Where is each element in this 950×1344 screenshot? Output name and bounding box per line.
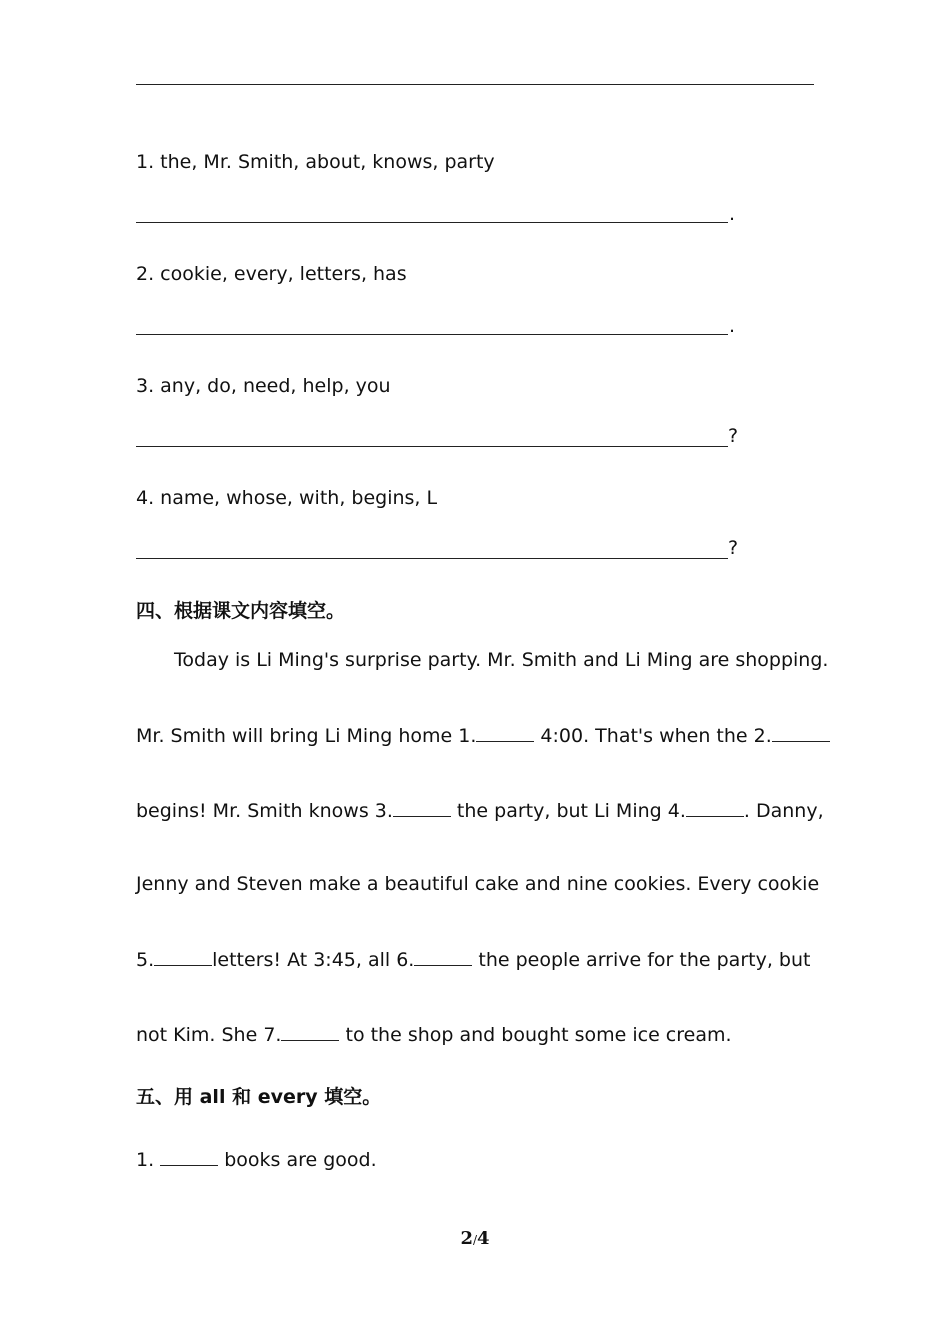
section-5-heading: 五、用 all 和 every 填空。 bbox=[136, 1086, 382, 1108]
passage-line-3 bbox=[136, 798, 824, 823]
blank-7[interactable] bbox=[281, 1022, 339, 1041]
page-current: 2 bbox=[460, 1228, 473, 1249]
item-text: 1. bbox=[136, 1149, 161, 1171]
rearrange-item-1-end-mark: . bbox=[729, 203, 736, 225]
passage-text: the people arrive for the party, but bbox=[472, 949, 811, 971]
passage-line-1 bbox=[174, 648, 828, 672]
passage-line-5 bbox=[136, 947, 810, 972]
blank-6[interactable] bbox=[414, 947, 472, 966]
blank-3[interactable] bbox=[393, 798, 451, 817]
passage-line-6 bbox=[136, 1022, 732, 1047]
item-text: books are good. bbox=[218, 1149, 377, 1171]
rearrange-item-3-end-mark: ? bbox=[728, 425, 739, 447]
blank-2[interactable] bbox=[772, 723, 830, 742]
rearrange-item-1-answer-line[interactable] bbox=[136, 222, 728, 223]
passage-text: 4:00. That's when the 2. bbox=[534, 725, 772, 747]
blank-5[interactable] bbox=[154, 947, 212, 966]
rearrange-item-3-answer-line[interactable] bbox=[136, 446, 728, 447]
all-every-item-1 bbox=[136, 1147, 377, 1172]
rearrange-item-3-prompt: 3. any, do, need, help, you bbox=[136, 375, 391, 397]
page-number bbox=[0, 1228, 950, 1251]
rearrange-item-2-prompt: 2. cookie, every, letters, has bbox=[136, 263, 407, 285]
passage-text: Today is Li Ming's surprise party. Mr. Smith and Li Ming are shopping. bbox=[174, 649, 829, 671]
passage-text: not Kim. She 7. bbox=[136, 1024, 282, 1046]
passage-line-2 bbox=[136, 723, 830, 748]
passage-text: begins! Mr. Smith knows 3. bbox=[136, 800, 393, 822]
passage-text: the party, but Li Ming 4. bbox=[450, 800, 686, 822]
rearrange-item-4-prompt: 4. name, whose, with, begins, L bbox=[136, 487, 438, 509]
rearrange-item-4-answer-line[interactable] bbox=[136, 558, 728, 559]
section-4-heading: 四、根据课文内容填空。 bbox=[136, 600, 346, 622]
top-divider bbox=[136, 84, 814, 85]
passage-text: 5. bbox=[136, 949, 155, 971]
passage-text: . Danny, bbox=[743, 800, 824, 822]
blank-4[interactable] bbox=[686, 798, 744, 817]
blank-1[interactable] bbox=[476, 723, 534, 742]
page-total: 4 bbox=[477, 1228, 490, 1249]
all-every-blank-1[interactable] bbox=[160, 1147, 218, 1166]
rearrange-item-2-answer-line[interactable] bbox=[136, 334, 728, 335]
passage-text: Jenny and Steven make a beautiful cake and nine cookies. Every cookie bbox=[136, 873, 820, 895]
passage-text: letters! At 3:45, all 6. bbox=[212, 949, 415, 971]
rearrange-item-2-end-mark: . bbox=[729, 315, 736, 337]
passage-line-4 bbox=[136, 872, 819, 896]
page-separator: / bbox=[472, 1233, 478, 1247]
passage-text: to the shop and bought some ice cream. bbox=[339, 1024, 732, 1046]
passage-text: Mr. Smith will bring Li Ming home 1. bbox=[136, 725, 477, 747]
rearrange-item-1-prompt: 1. the, Mr. Smith, about, knows, party bbox=[136, 151, 495, 173]
rearrange-item-4-end-mark: ? bbox=[728, 537, 739, 559]
